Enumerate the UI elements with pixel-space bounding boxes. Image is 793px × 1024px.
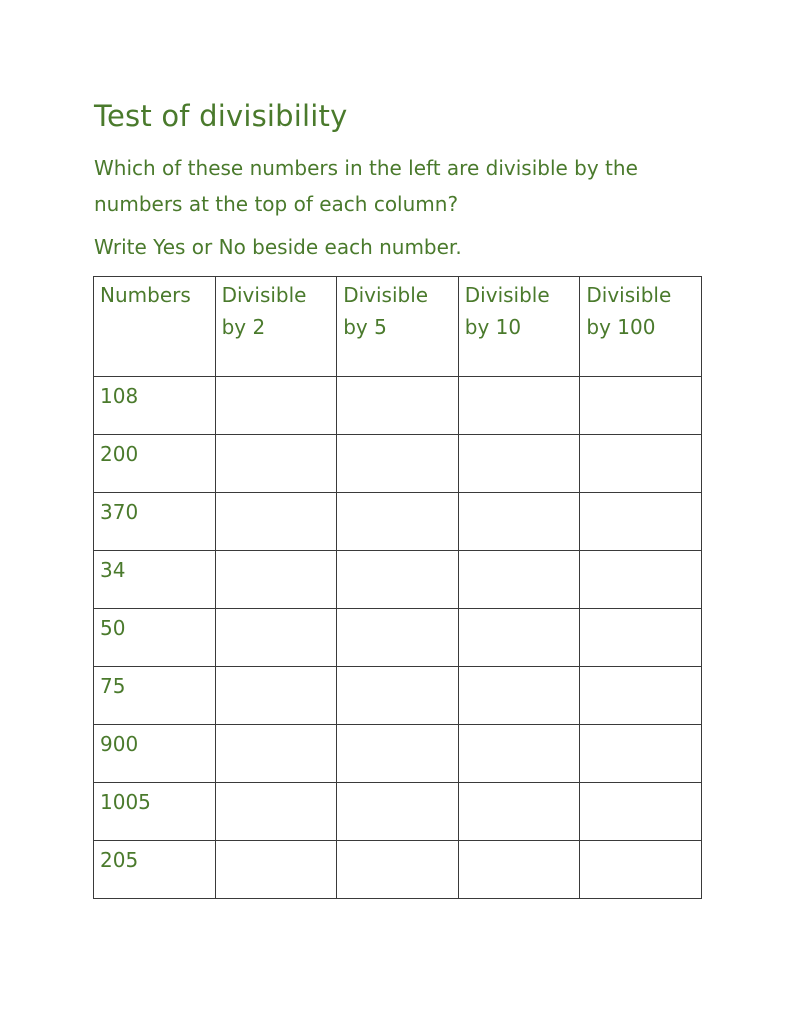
table-row xyxy=(94,609,702,667)
page-title: Test of divisibility xyxy=(94,99,348,133)
number-cell: 900 xyxy=(94,725,216,783)
header-line-1: Divisible xyxy=(464,283,550,307)
header-line-2: by 100 xyxy=(586,315,656,339)
answer-cell-by-10[interactable] xyxy=(458,493,580,551)
header-line-1: Divisible xyxy=(343,283,429,307)
answer-cell-by-2[interactable] xyxy=(215,725,337,783)
header-line-1: Divisible xyxy=(586,283,672,307)
table-row xyxy=(94,377,702,435)
answer-cell-by-5[interactable] xyxy=(337,377,459,435)
answer-cell-by-10[interactable] xyxy=(458,783,580,841)
table-row xyxy=(94,783,702,841)
answer-cell-by-100[interactable] xyxy=(580,551,702,609)
answer-cell-by-5[interactable] xyxy=(337,551,459,609)
answer-cell-by-5[interactable] xyxy=(337,609,459,667)
number-cell: 205 xyxy=(94,841,216,899)
answer-cell-by-2[interactable] xyxy=(215,609,337,667)
header-line-2: by 5 xyxy=(343,315,387,339)
number-cell: 370 xyxy=(94,493,216,551)
answer-cell-by-2[interactable] xyxy=(215,783,337,841)
answer-cell-by-2[interactable] xyxy=(215,377,337,435)
number-cell: 75 xyxy=(94,667,216,725)
header-numbers xyxy=(94,277,216,377)
answer-cell-by-5[interactable] xyxy=(337,435,459,493)
question-line-2: numbers at the top of each column? xyxy=(94,192,459,216)
answer-cell-by-100[interactable] xyxy=(580,667,702,725)
table-row xyxy=(94,435,702,493)
answer-cell-by-10[interactable] xyxy=(458,609,580,667)
header-divisible-by-5 xyxy=(337,277,459,377)
answer-cell-by-100[interactable] xyxy=(580,725,702,783)
answer-cell-by-10[interactable] xyxy=(458,667,580,725)
header-divisible-by-100 xyxy=(580,277,702,377)
divisibility-table xyxy=(93,276,702,899)
answer-cell-by-5[interactable] xyxy=(337,493,459,551)
number-cell: 108 xyxy=(94,377,216,435)
answer-cell-by-10[interactable] xyxy=(458,841,580,899)
instruction-text: Write Yes or No beside each number. xyxy=(94,235,462,259)
question-text xyxy=(94,150,734,222)
answer-cell-by-2[interactable] xyxy=(215,667,337,725)
number-cell: 34 xyxy=(94,551,216,609)
header-divisible-by-10 xyxy=(458,277,580,377)
header-line-1: Numbers xyxy=(100,283,191,307)
question-line-1: Which of these numbers in the left are divisible by the xyxy=(94,156,638,180)
table-row xyxy=(94,493,702,551)
answer-cell-by-100[interactable] xyxy=(580,783,702,841)
answer-cell-by-10[interactable] xyxy=(458,551,580,609)
table-row xyxy=(94,551,702,609)
table-row xyxy=(94,725,702,783)
answer-cell-by-10[interactable] xyxy=(458,377,580,435)
answer-cell-by-2[interactable] xyxy=(215,435,337,493)
answer-cell-by-10[interactable] xyxy=(458,435,580,493)
answer-cell-by-2[interactable] xyxy=(215,493,337,551)
answer-cell-by-5[interactable] xyxy=(337,667,459,725)
answer-cell-by-100[interactable] xyxy=(580,609,702,667)
answer-cell-by-5[interactable] xyxy=(337,725,459,783)
number-cell: 200 xyxy=(94,435,216,493)
answer-cell-by-5[interactable] xyxy=(337,841,459,899)
header-line-2: by 2 xyxy=(221,315,266,339)
answer-cell-by-5[interactable] xyxy=(337,783,459,841)
number-cell: 1005 xyxy=(94,783,216,841)
answer-cell-by-100[interactable] xyxy=(580,377,702,435)
answer-cell-by-2[interactable] xyxy=(215,551,337,609)
header-row xyxy=(94,277,702,377)
answer-cell-by-2[interactable] xyxy=(215,841,337,899)
table-row xyxy=(94,667,702,725)
answer-cell-by-10[interactable] xyxy=(458,725,580,783)
answer-cell-by-100[interactable] xyxy=(580,493,702,551)
table-row xyxy=(94,841,702,899)
answer-cell-by-100[interactable] xyxy=(580,841,702,899)
header-divisible-by-2 xyxy=(215,277,337,377)
answer-cell-by-100[interactable] xyxy=(580,435,702,493)
header-line-1: Divisible xyxy=(221,283,307,307)
header-line-2: by 10 xyxy=(464,315,522,339)
number-cell: 50 xyxy=(94,609,216,667)
